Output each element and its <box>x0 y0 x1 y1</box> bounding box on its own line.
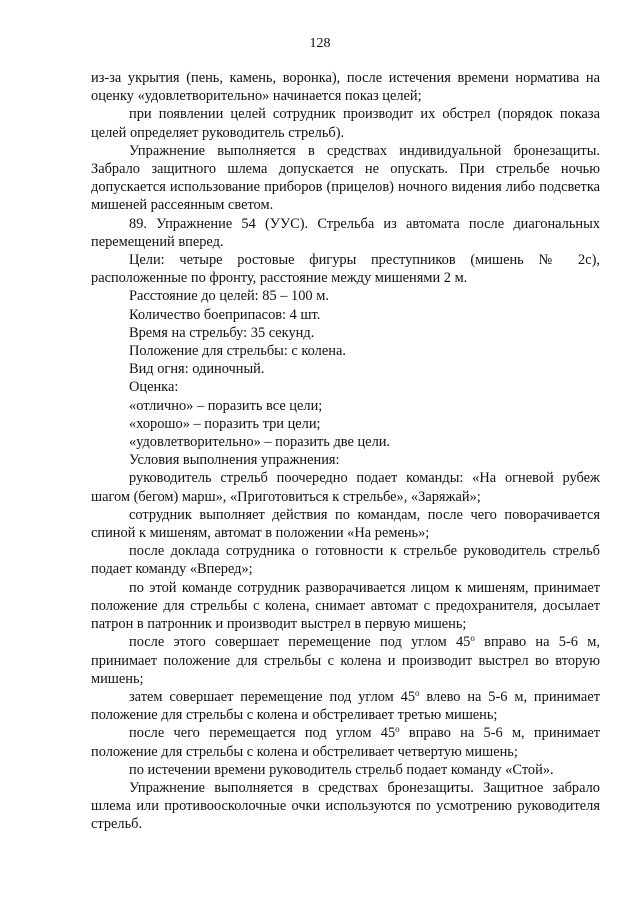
document-body <box>91 69 600 834</box>
text-run: после чего перемещается под углом 45 <box>129 725 396 742</box>
paragraph <box>91 724 600 760</box>
paragraph-time: Время на стрельбу: 35 секунд. <box>129 324 315 341</box>
paragraph: после доклада сотрудника о готовности к стрельбе руководитель стрельб подает команду «Вперед»; <box>91 543 600 578</box>
degree-superscript: о <box>470 633 475 644</box>
grade-excellent: «отлично» – поразить все цели; <box>129 397 323 414</box>
paragraph: Упражнение выполняется в средствах бронезащиты. Защитное забрало шлема или противоосколочные очки используются по усмотрению руководителя стрельб. <box>91 779 600 833</box>
grade-satisfactory: «удовлетворительно» – поразить две цели. <box>129 434 391 451</box>
page-number: 128 <box>309 36 331 51</box>
exercise-heading: 89. Упражнение 54 (УУС). Стрельба из автомата после диагональных перемещений вперед. <box>91 215 600 250</box>
paragraph: по истечении времени руководитель стрельб подает команду «Стой». <box>129 761 554 778</box>
paragraph <box>91 688 600 724</box>
paragraph: при появлении целей сотрудник производит их обстрел (порядок показа целей определяет руководитель стрельб). <box>91 106 600 141</box>
paragraph-grading: Оценка: <box>129 379 179 396</box>
paragraph <box>91 633 600 688</box>
paragraph-ammo: Количество боеприпасов: 4 шт. <box>129 306 321 323</box>
degree-superscript: о <box>395 724 400 735</box>
paragraph-conditions: Условия выполнения упражнения: <box>129 452 340 469</box>
paragraph: из-за укрытия (пень, камень, воронка), после истечения времени норматива на оценку «удовлетворительно» начинается показ целей; <box>91 70 600 105</box>
text-run: затем совершает перемещение под углом 45 <box>129 688 416 705</box>
paragraph: сотрудник выполняет действия по командам, после чего поворачивается спиной к мишеням, автомат в положении «На ремень»; <box>91 506 600 542</box>
paragraph: руководитель стрельб поочередно подает команды: «На огневой рубеж шагом (бегом) марш», «Приготовиться к стрельбе», «Заряжай»; <box>91 470 600 505</box>
text-run: вправо на 5-6 м, принимает положение для стрельбы с колена и обстреливает четвертую мишень; <box>91 725 600 760</box>
text-run: влево на 5-6 м, принимает положение для стрельбы с колена и обстреливает третью мишень; <box>91 688 600 724</box>
paragraph-fire-mode: Вид огня: одиночный. <box>129 361 265 378</box>
paragraph-targets: Цели: четыре ростовые фигуры преступников (мишень № 2с), расположенные по фронту, расстояние между мишенями 2 м. <box>91 252 600 287</box>
text-run: после этого совершает перемещение под углом 45 <box>129 634 471 651</box>
text-run: вправо на 5-6 м, принимает положение для стрельбы с колена и производит выстрел во вторую мишень; <box>91 634 600 687</box>
paragraph-distance: Расстояние до целей: 85 – 100 м. <box>129 288 329 305</box>
grade-good: «хорошо» – поразить три цели; <box>129 415 321 432</box>
paragraph-position: Положение для стрельбы: с колена. <box>129 343 346 360</box>
paragraph: по этой команде сотрудник разворачивается лицом к мишеням, принимает положение для стрельбы с колена, снимает автомат с предохранителя, досылает патрон в патронник и производит выстрел в первую мишень; <box>91 579 600 633</box>
paragraph: Упражнение выполняется в средствах индивидуальной бронезащиты. Забрало защитного шлема допускается не опускать. При стрельбе ночью допускается использование приборов (прицелов) ночного видения либо подсветка мишеней рассеянным светом. <box>91 142 600 214</box>
degree-superscript: о <box>415 687 420 698</box>
